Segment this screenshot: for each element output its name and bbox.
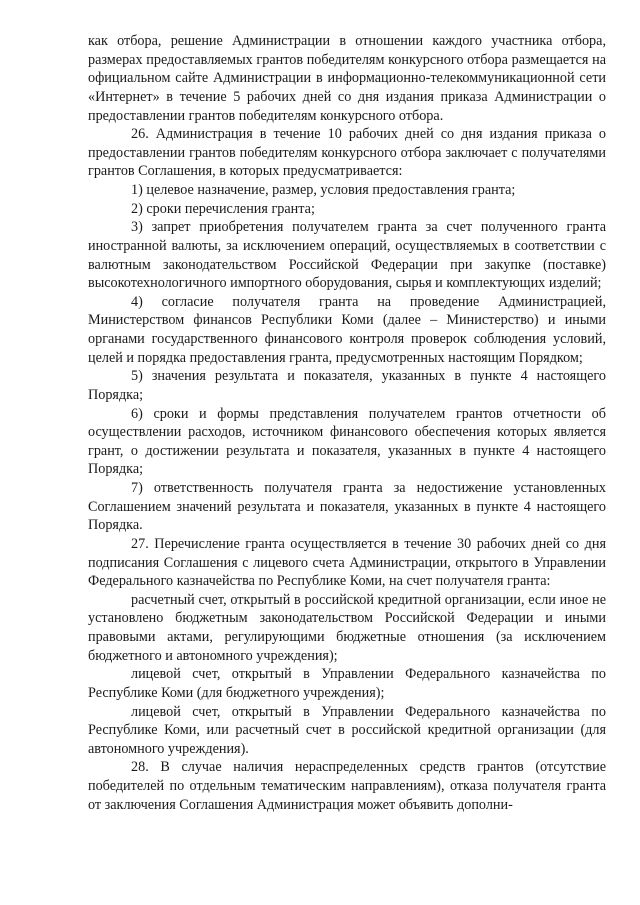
paragraph-item-26: 26. Администрация в течение 10 рабочих дней со дня издания приказа о предоставлении грантов победителям конкурсного отбора заключает с получателями грантов Соглашения, в которых предусматривается: (88, 126, 606, 180)
account-option-budget: лицевой счет, открытый в Управлении Федерального казначейства по Республике Коми (для бюджетного учреждения); (88, 666, 606, 701)
list-item-6: 6) сроки и формы представления получателем грантов отчетности об осуществлении расходов, источником финансового обеспечения которых является грант, о достижении результата и показателя, указанных в пункте 4 настоящего Порядка; (88, 405, 606, 478)
list-item-2: 2) сроки перечисления гранта; (131, 200, 315, 217)
account-option-autonomous: лицевой счет, открытый в Управлении Федерального казначейства по Республике Коми, или расчетный счет в российской кредитной организации (для автономного учреждения). (88, 703, 606, 757)
list-item-4: 4) согласие получателя гранта на проведение Администрацией, Министерством финансов Республики Коми (далее – Министерство) и иными органами государственного финансового контроля проверок соблюдения условий, целей и порядка предоставления гранта, предусмотренных настоящим Порядком; (88, 293, 606, 366)
list-item-3: 3) запрет приобретения получателем гранта за счет полученного гранта иностранной валюты, за исключением операций, осуществляемых в соответствии с валютным законодательством Российской Федерации при закупке (поставке) высокотехнологичного импортного оборудования, сырья и комплектующих изделий; (88, 219, 606, 292)
list-item-7: 7) ответственность получателя гранта за недостижение установленных Соглашением значений результата и показателя, указанных в пункте 4 настоящего Порядка. (88, 480, 606, 534)
list-item-1: 1) целевое назначение, размер, условия предоставления гранта; (131, 182, 516, 198)
list-item-5: 5) значения результата и показателя, указанных в пункте 4 настоящего Порядка; (88, 368, 606, 403)
paragraph-item-28: 28. В случае наличия нераспределенных средств грантов (отсутствие победителей по отдельным тематическим направлениям), отказа получателя гранта от заключения Соглашения Администрация может объявить дополни- (88, 759, 606, 813)
account-option-settlement: расчетный счет, открытый в российской кредитной организации, если иное не установлено бюджетным законодательством Российской Федерации и иными правовыми актами, регулирующими бюджетные отношения (за исключением бюджетного и автономного учреждения); (88, 591, 606, 664)
paragraph-continuation: как отбора, решение Администрации в отношении каждого участника отбора, размерах предоставляемых грантов победителям конкурсного отбора размещается на официальном сайте Администрации в информационно-телекоммуникационной сети «Интернет» в течение 5 рабочих дней со дня издания приказа Администрации о предоставлении грантов победителям конкурсного отбора. (88, 33, 606, 124)
document-body (88, 32, 606, 814)
paragraph-item-27: 27. Перечисление гранта осуществляется в течение 30 рабочих дней со дня подписания Соглашения с лицевого счета Администрации, открытого в Управлении Федерального казначейства по Республике Коми, на счет получателя гранта: (88, 535, 606, 590)
